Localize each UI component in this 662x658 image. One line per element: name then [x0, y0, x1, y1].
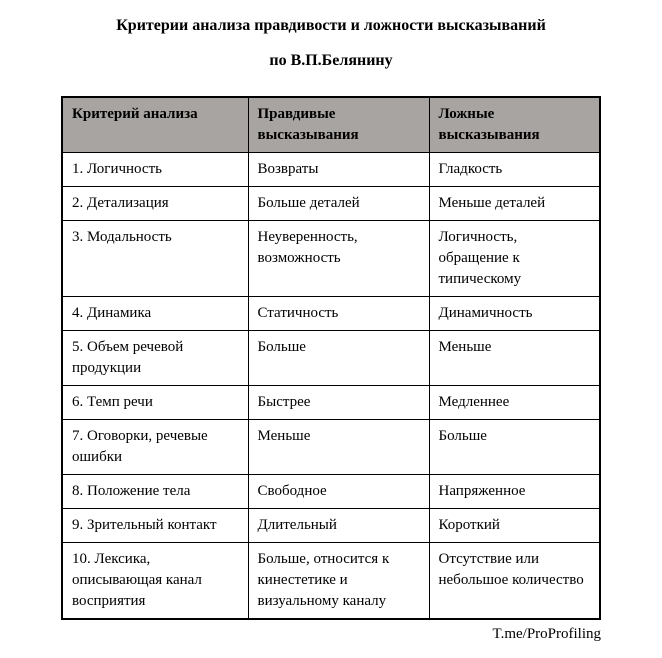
- false-cell: Меньше: [429, 331, 600, 386]
- criterion-cell: 6. Темп речи: [62, 386, 248, 420]
- truthful-cell: Больше: [248, 331, 429, 386]
- false-cell: Динамичность: [429, 297, 600, 331]
- document-page: [0, 16, 662, 658]
- false-cell: Медленнее: [429, 386, 600, 420]
- table-row: [62, 297, 600, 331]
- table-row: [62, 475, 600, 509]
- table-row: [62, 420, 600, 475]
- table-row: [62, 221, 600, 297]
- criterion-cell: 1. Логичность: [62, 153, 248, 187]
- false-cell: Отсутствие или небольшое количество: [429, 543, 600, 620]
- truthful-cell: Статичность: [248, 297, 429, 331]
- table-row: [62, 543, 600, 620]
- truthful-cell: Неуверенность, возможность: [248, 221, 429, 297]
- header-cell-criterion: Критерий анализа: [62, 97, 248, 153]
- table-row: [62, 386, 600, 420]
- truthful-cell: Больше, относится к кинестетике и визуальному каналу: [248, 543, 429, 620]
- page-subtitle: по В.П.Белянину: [269, 52, 393, 69]
- table-header-row: [62, 97, 600, 153]
- false-cell: Гладкость: [429, 153, 600, 187]
- criterion-cell: 8. Положение тела: [62, 475, 248, 509]
- truthful-cell: Длительный: [248, 509, 429, 543]
- watermark-channel-handle: T.me/ProProfiling: [492, 626, 601, 642]
- header-cell-truthful: Правдивые высказывания: [248, 97, 429, 153]
- false-cell: Напряженное: [429, 475, 600, 509]
- table-row: [62, 153, 600, 187]
- criterion-cell: 10. Лексика, описывающая канал восприятия: [62, 543, 248, 620]
- truthful-cell: Возвраты: [248, 153, 429, 187]
- criterion-cell: 5. Объем речевой продукции: [62, 331, 248, 386]
- truthful-cell: Меньше: [248, 420, 429, 475]
- table-row: [62, 509, 600, 543]
- page-title: Критерии анализа правдивости и ложности высказываний: [116, 17, 546, 34]
- criterion-cell: 3. Модальность: [62, 221, 248, 297]
- table-row: [62, 331, 600, 386]
- criterion-cell: 9. Зрительный контакт: [62, 509, 248, 543]
- criterion-cell: 4. Динамика: [62, 297, 248, 331]
- truthful-cell: Больше деталей: [248, 187, 429, 221]
- truthful-cell: Свободное: [248, 475, 429, 509]
- truthful-cell: Быстрее: [248, 386, 429, 420]
- false-cell: Короткий: [429, 509, 600, 543]
- criterion-cell: 2. Детализация: [62, 187, 248, 221]
- criteria-analysis-table: [61, 96, 601, 620]
- header-cell-false: Ложные высказывания: [429, 97, 600, 153]
- table-row: [62, 187, 600, 221]
- false-cell: Логичность, обращение к типическому: [429, 221, 600, 297]
- false-cell: Меньше деталей: [429, 187, 600, 221]
- criterion-cell: 7. Оговорки, речевые ошибки: [62, 420, 248, 475]
- false-cell: Больше: [429, 420, 600, 475]
